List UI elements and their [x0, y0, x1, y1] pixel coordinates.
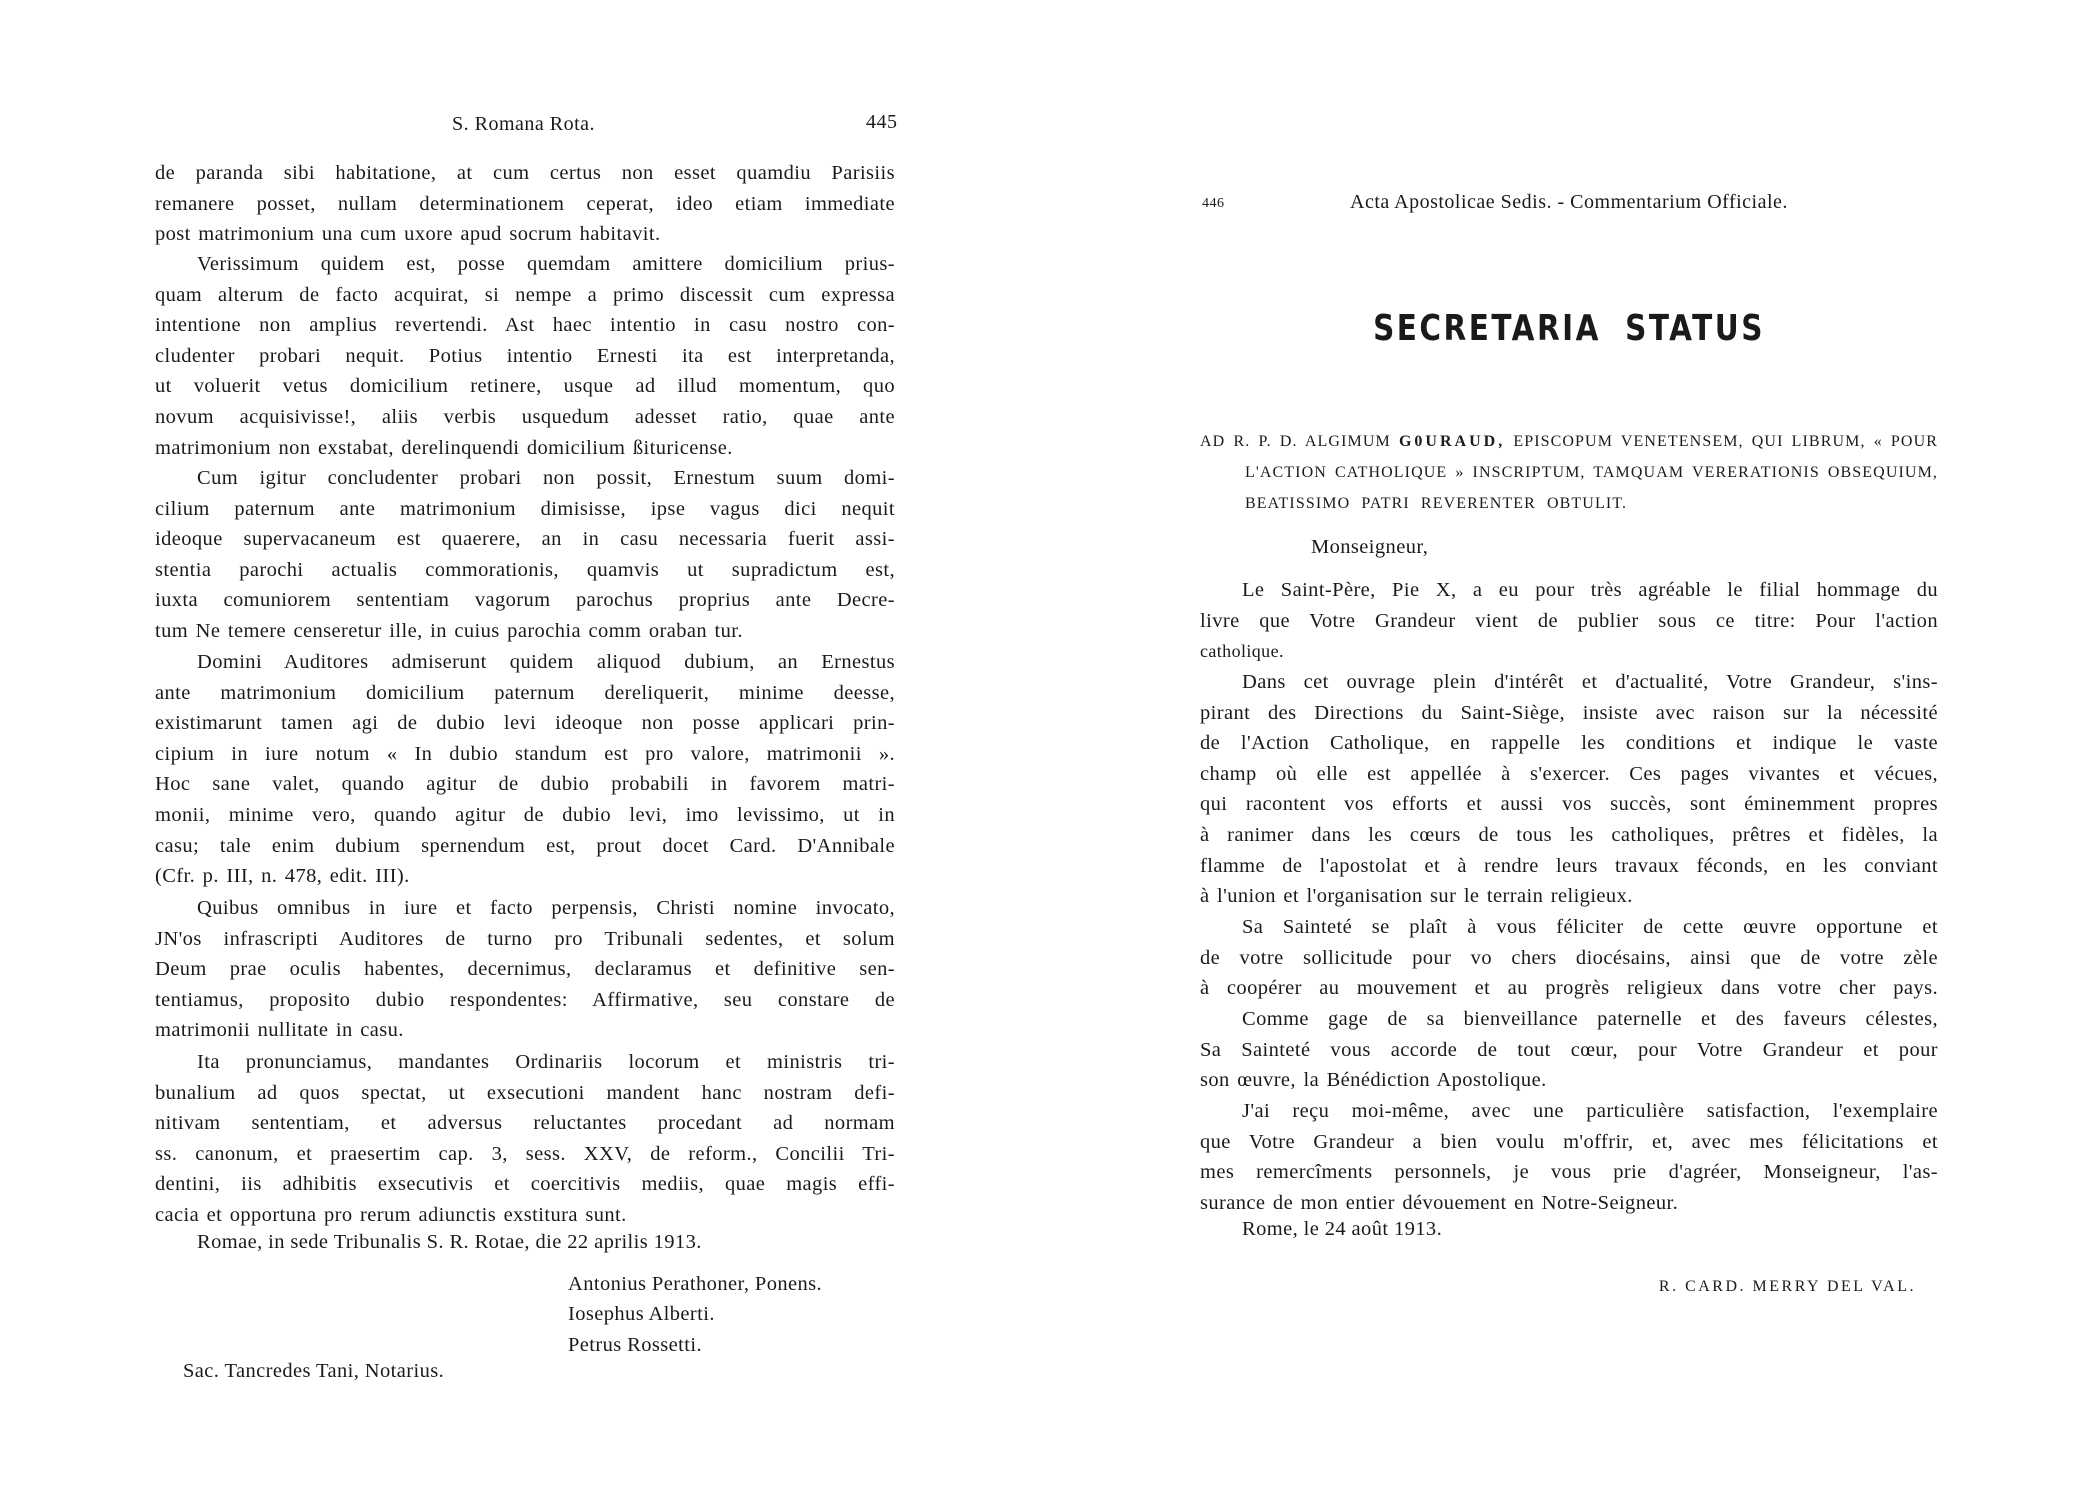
paragraph-3: [1200, 912, 1938, 1004]
text-line: Dans cet ouvrage plein d'intérêt et d'actualité, Votre Grandeur, s'ins-: [1242, 671, 1938, 693]
text-line: (Cfr. p. III, n. 478, edit. III).: [155, 865, 410, 888]
text-line: quam alterum de facto acquirat, si nempe a primo discessit cum expressa: [155, 283, 895, 306]
address-line: [1200, 426, 1938, 457]
text-line: cipium in iure notum « In dubio standum est pro valore, matrimonii ».: [155, 742, 895, 765]
address-suffix: EPISCOPUM VENETENSEM, QUI LIBRUM, « POUR: [1513, 433, 1938, 450]
text-line: champ où elle est appellée à s'exercer. Ces pages vivantes et vécues,: [1200, 762, 1938, 785]
text-line: Comme gage de sa bienveillance paternelle et des faveurs célestes,: [1242, 1008, 1938, 1030]
text-line: JN'os infrascripti Auditores de turno pro Tribunali sedentes, et solum: [155, 927, 895, 950]
paragraph-1: [155, 158, 895, 250]
text-line: qui racontent vos efforts et aussi vos succès, sont éminemment propres: [1200, 793, 1938, 816]
paragraph-4: [1200, 1004, 1938, 1096]
text-line: novum acquisivisse!, aliis verbis usquedum adesset ratio, quae ante: [155, 405, 895, 428]
signatory: Petrus Rossetti.: [568, 1334, 702, 1356]
text-line: pirant des Directions du Saint-Siège, insiste avec raison sur la nécessité: [1200, 701, 1938, 724]
text-line: Sa Sainteté vous accorde de tout cœur, pour Votre Grandeur et pour: [1200, 1038, 1938, 1061]
dateline: Romae, in sede Tribunalis S. R. Rotae, die 22 aprilis 1913.: [197, 1231, 702, 1253]
text-line: à ranimer dans les cœurs de tous les catholiques, prêtres et fidèles, la: [1200, 823, 1938, 846]
text-line: Le Saint-Père, Pie X, a eu pour très agréable le filial hommage du: [1242, 579, 1938, 601]
address-prefix: AD R. P. D. ALGIMUM: [1200, 433, 1391, 450]
page-number: 445: [866, 111, 898, 133]
text-line: stentia parochi actualis commorationis, quamvis ut supradictum est,: [155, 558, 895, 581]
text-line: iuxta comuniorem sententiam vagorum parochus proprius ante Decre-: [155, 589, 895, 612]
address-line: BEATISSIMO PATRI REVERENTER OBTULIT.: [1245, 495, 1628, 512]
address-heading: [1200, 426, 1938, 519]
text-line: ante matrimonium domicilium paternum dereliquerit, minime deesse,: [155, 681, 895, 704]
text-line: catholique.: [1200, 641, 1284, 662]
text-line: flamme de l'apostolat et à rendre leurs travaux féconds, en les conviant: [1200, 854, 1938, 877]
paragraph-4: [155, 647, 895, 892]
text-line: Hoc sane valet, quando agitur de dubio probabili in favorem matri-: [155, 773, 895, 796]
text-line: dentini, iis adhibitis exsecutivis et coercitivis mediis, quae magis effi-: [155, 1173, 895, 1196]
text-line: cacia et opportuna pro rerum adiunctis exstitura sunt.: [155, 1203, 627, 1226]
notary: Sac. Tancredes Tani, Notarius.: [183, 1360, 445, 1382]
signature: R. CARD. MERRY DEL VAL.: [1658, 1278, 1916, 1295]
salutation: Monseigneur,: [1311, 536, 1429, 558]
text-line: nitivam sententiam, et adversus reluctantes procedant ad normam: [155, 1112, 895, 1135]
text-line: casu; tale enim dubium spernendum est, prout docet Card. D'Annibale: [155, 834, 895, 857]
text-line: remanere posset, nullam determinationem ceperat, ideo etiam immediate: [155, 192, 895, 215]
text-line: tentiamus, proposito dubio respondentes: Affirmative, seu constare de: [155, 988, 895, 1011]
text-line: existimarunt tamen agi de dubio levi ideoque non posse applicari prin-: [155, 712, 895, 735]
text-line: ideoque supervacaneum est quaerere, an in casu necessaria fuerit assi-: [155, 528, 895, 551]
paragraph-3: [155, 463, 895, 647]
text-line: Deum prae oculis habentes, decernimus, declaramus et definitive sen-: [155, 958, 895, 981]
paragraph-5: [1200, 1096, 1938, 1218]
text-line: mes remercîments personnels, je vous prie d'agréer, Monseigneur, l'as-: [1200, 1161, 1938, 1184]
text-line: Domini Auditores admiserunt quidem aliquod dubium, an Ernestus: [197, 651, 895, 673]
paragraph-6: [155, 1047, 895, 1231]
text-line: J'ai reçu moi-même, avec une particulière satisfaction, l'exemplaire: [1242, 1100, 1938, 1122]
text-line: intentione non amplius revertendi. Ast haec intentio in casu nostro con-: [155, 314, 895, 337]
signatory-ponens: Antonius Perathoner, Ponens.: [568, 1273, 823, 1295]
text-line: ut voluerit vetus domicilium retinere, usque ad illud momentum, quo: [155, 375, 895, 398]
text-line: de votre sollicitude pour vo chers diocésains, ainsi que de votre zèle: [1200, 946, 1938, 969]
paragraph-2: [1200, 667, 1938, 912]
text-line: monii, minime vero, quando agitur de dubio levi, imo levissimo, ut in: [155, 803, 895, 826]
text-line: de paranda sibi habitatione, at cum certus non esset quamdiu Parisiis: [155, 162, 895, 184]
paragraph-5: [155, 893, 895, 1046]
text-line: matrimonium non exstabat, derelinquendi domicilium ßituricense.: [155, 436, 733, 459]
signatory: Iosephus Alberti.: [568, 1303, 715, 1325]
text-line: Ita pronunciamus, mandantes Ordinariis locorum et ministris tri-: [197, 1051, 895, 1073]
address-line: L'ACTION CATHOLIQUE » INSCRIPTUM, TAMQUAM VERERATIONIS OBSEQUIUM,: [1245, 464, 1938, 481]
dateline: Rome, le 24 août 1913.: [1242, 1218, 1443, 1240]
text-line: que Votre Grandeur a bien voulu m'offrir, et, avec mes félicitations et: [1200, 1130, 1938, 1153]
addressee-name: G0URAUD,: [1398, 433, 1506, 450]
text-line: surance de mon entier dévouement en Notre-Seigneur.: [1200, 1191, 1679, 1214]
text-line: à l'union et l'organisation sur le terrain religieux.: [1200, 885, 1633, 908]
running-head-title: Acta Apostolicae Sedis. - Commentarium Officiale.: [1350, 191, 1788, 213]
text-line: de l'Action Catholique, en rappelle les conditions et indique le vaste: [1200, 732, 1938, 755]
text-line: tum Ne temere censeretur ille, in cuius parochia comm oraban tur.: [155, 619, 743, 642]
text-line: Cum igitur concludenter probari non possit, Ernestum suum domi-: [197, 467, 895, 489]
running-head-title: S. Romana Rota.: [452, 113, 596, 135]
paragraph-1: [1200, 575, 1938, 667]
section-title: SECRETARIA STATUS: [1373, 308, 1765, 349]
text-line: son œuvre, la Bénédiction Apostolique.: [1200, 1069, 1547, 1092]
text-line: livre que Votre Grandeur vient de publier sous ce titre: Pour l'action: [1200, 609, 1938, 632]
text-line: cilium paternum ante matrimonium dimisisse, ipse vagus dici nequit: [155, 497, 895, 520]
page-number: 446: [1202, 196, 1225, 211]
text-line: cludenter probari nequit. Potius intentio Ernesti ita est interpretanda,: [155, 344, 895, 367]
text-line: Verissimum quidem est, posse quemdam amittere domicilium prius-: [197, 253, 895, 275]
text-line: ss. canonum, et praesertim cap. 3, sess. XXV, de reform., Concilii Tri-: [155, 1142, 895, 1165]
text-line: matrimonii nullitate in casu.: [155, 1019, 404, 1042]
text-line: à coopérer au mouvement et au progrès religieux dans votre cher pays.: [1200, 977, 1938, 1000]
paragraph-2: [155, 249, 895, 463]
text-line: post matrimonium una cum uxore apud socrum habitavit.: [155, 223, 661, 246]
text-line: Sa Sainteté se plaît à vous féliciter de cette œuvre opportune et: [1242, 916, 1938, 938]
text-line: bunalium ad quos spectat, ut exsecutioni mandent hanc nostram defi-: [155, 1081, 895, 1104]
text-line: Quibus omnibus in iure et facto perpensis, Christi nomine invocato,: [197, 897, 895, 919]
